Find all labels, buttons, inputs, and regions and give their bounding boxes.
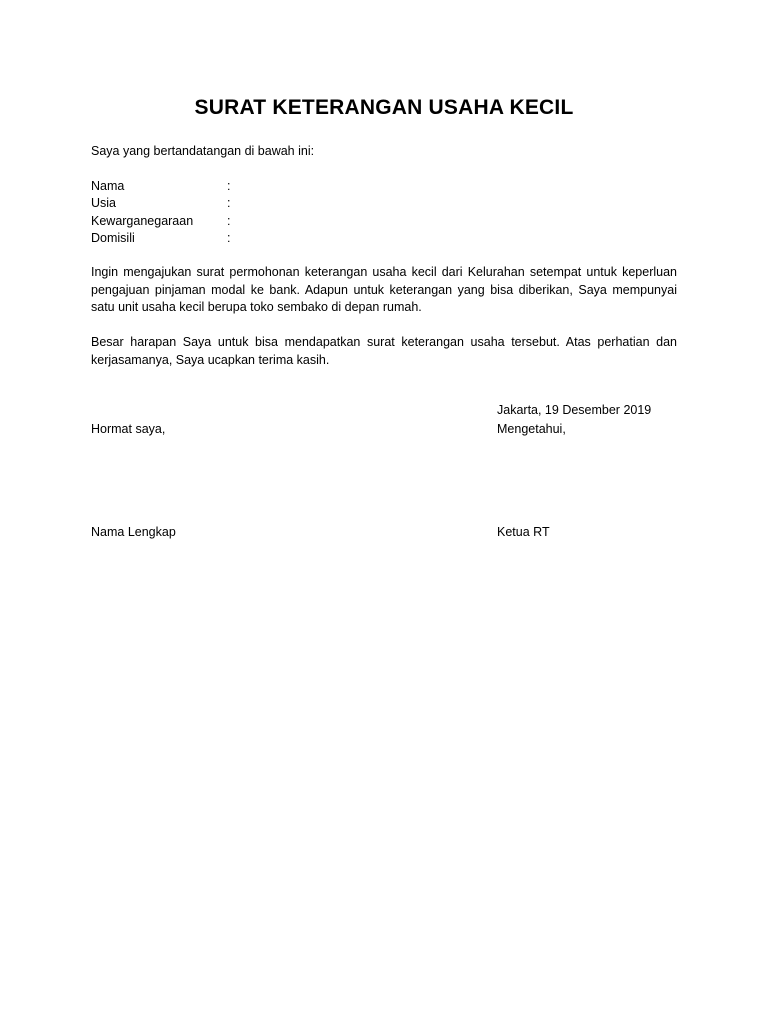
field-colon-kewarganegaraan: : <box>227 213 231 228</box>
field-label-domisili: Domisili <box>91 230 135 245</box>
closing-paragraph: Besar harapan Saya untuk bisa mendapatkan surat keterangan usaha tersebut. Atas perhatian dan kerjasamanya, Saya ucapkan terima kasih. <box>91 335 677 367</box>
field-colon-domisili: : <box>227 230 231 245</box>
intro-text: Saya yang bertandatangan di bawah ini: <box>91 144 315 158</box>
acknowledged-label: Mengetahui, <box>497 422 566 436</box>
field-label-kewarganegaraan: Kewarganegaraan <box>91 213 194 228</box>
identity-fields <box>91 178 391 247</box>
request-paragraph: Ingin mengajukan surat permohonan keterangan usaha kecil dari Kelurahan setempat untuk keperluan pengajuan pinjaman modal ke bank. Adapun untuk keterangan yang bisa diberikan, Saya mempunyai satu unit usaha kecil berupa toko sembako di depan rumah. <box>91 265 677 314</box>
field-row-nama <box>91 178 391 195</box>
field-colon-nama: : <box>227 179 231 193</box>
field-colon-usia: : <box>227 196 231 211</box>
field-label-usia: Usia <box>91 196 117 211</box>
field-row-domisili <box>91 230 391 247</box>
field-row-usia <box>91 195 391 212</box>
letter-title: SURAT KETERANGAN USAHA KECIL <box>194 96 574 119</box>
field-label-nama: Nama <box>91 179 125 193</box>
signature-name: Nama Lengkap <box>91 525 176 539</box>
field-row-kewarganegaraan <box>91 213 391 230</box>
signature-rt: Ketua RT <box>497 525 550 539</box>
closing-salutation: Hormat saya, <box>91 422 166 436</box>
place-date: Jakarta, 19 Desember 2019 <box>497 403 652 417</box>
